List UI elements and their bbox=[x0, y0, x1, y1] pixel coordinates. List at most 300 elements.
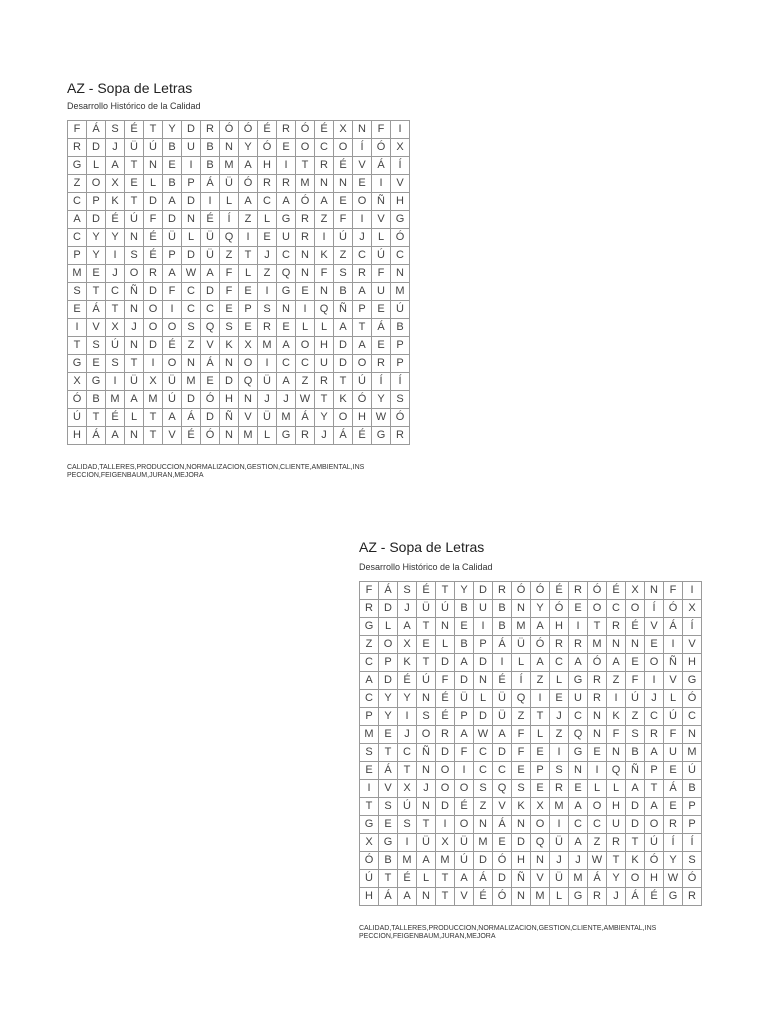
grid-cell: L bbox=[474, 690, 493, 708]
grid-cell: Ú bbox=[436, 600, 455, 618]
grid-cell: G bbox=[569, 744, 588, 762]
grid-cell: M bbox=[474, 834, 493, 852]
grid-cell: D bbox=[474, 582, 493, 600]
grid-cell: T bbox=[436, 582, 455, 600]
grid-cell: I bbox=[398, 708, 417, 726]
grid-cell: E bbox=[626, 654, 645, 672]
grid-cell: É bbox=[163, 337, 182, 355]
grid-cell: C bbox=[201, 301, 220, 319]
grid-cell: L bbox=[220, 193, 239, 211]
grid-cell: Y bbox=[163, 121, 182, 139]
grid-cell: N bbox=[626, 636, 645, 654]
grid-cell: T bbox=[125, 193, 144, 211]
grid-cell: T bbox=[417, 654, 436, 672]
grid-cell: N bbox=[436, 618, 455, 636]
word-list-line-1: CALIDAD,TALLERES,PRODUCCION,NORMALIZACION,GESTION,CLIENTE,AMBIENTAL,INS bbox=[67, 464, 365, 471]
grid-cell: Z bbox=[68, 175, 87, 193]
grid-cell: Ñ bbox=[125, 283, 144, 301]
grid-cell: E bbox=[455, 618, 474, 636]
grid-cell: N bbox=[296, 247, 315, 265]
grid-cell: D bbox=[493, 744, 512, 762]
grid-cell: G bbox=[569, 672, 588, 690]
grid-cell: R bbox=[296, 211, 315, 229]
grid-cell: F bbox=[512, 726, 531, 744]
grid-cell: F bbox=[512, 744, 531, 762]
grid-cell: G bbox=[360, 816, 379, 834]
grid-cell: V bbox=[163, 427, 182, 445]
grid-cell: N bbox=[220, 139, 239, 157]
grid-cell: B bbox=[391, 319, 410, 337]
grid-cell: V bbox=[664, 672, 683, 690]
grid-cell: N bbox=[531, 852, 550, 870]
grid-row bbox=[68, 283, 410, 301]
grid-cell: R bbox=[277, 121, 296, 139]
grid-cell: H bbox=[550, 618, 569, 636]
grid-cell: K bbox=[106, 193, 125, 211]
grid-cell: É bbox=[474, 888, 493, 906]
grid-cell: M bbox=[360, 726, 379, 744]
grid-cell: Q bbox=[220, 229, 239, 247]
grid-cell: D bbox=[87, 139, 106, 157]
grid-cell: É bbox=[315, 121, 334, 139]
grid-cell: A bbox=[277, 193, 296, 211]
grid-cell: P bbox=[360, 708, 379, 726]
grid-cell: A bbox=[106, 427, 125, 445]
grid-cell: D bbox=[455, 672, 474, 690]
grid-cell: P bbox=[455, 708, 474, 726]
grid-cell: H bbox=[68, 427, 87, 445]
grid-cell: A bbox=[398, 618, 417, 636]
grid-cell: R bbox=[569, 636, 588, 654]
grid-cell: U bbox=[569, 690, 588, 708]
grid-cell: N bbox=[569, 762, 588, 780]
grid-cell: Ó bbox=[645, 852, 664, 870]
grid-cell: X bbox=[144, 373, 163, 391]
grid-cell: Á bbox=[296, 409, 315, 427]
word-list-line-2: PECCION,FEIGENBAUM,JURAN,MEJORA bbox=[359, 933, 496, 940]
grid-cell: X bbox=[398, 636, 417, 654]
grid-cell: R bbox=[360, 600, 379, 618]
grid-cell: L bbox=[315, 319, 334, 337]
grid-cell: I bbox=[296, 301, 315, 319]
grid-row bbox=[360, 690, 702, 708]
grid-cell: E bbox=[239, 319, 258, 337]
grid-cell: Q bbox=[493, 780, 512, 798]
grid-cell: T bbox=[398, 762, 417, 780]
grid-cell: C bbox=[569, 708, 588, 726]
grid-cell: E bbox=[493, 834, 512, 852]
grid-cell: E bbox=[379, 816, 398, 834]
grid-cell: T bbox=[417, 618, 436, 636]
grid-cell: F bbox=[372, 265, 391, 283]
grid-cell: Ó bbox=[239, 121, 258, 139]
grid-cell: R bbox=[372, 355, 391, 373]
grid-cell: R bbox=[493, 582, 512, 600]
grid-cell: É bbox=[353, 427, 372, 445]
grid-row bbox=[360, 888, 702, 906]
grid-cell: É bbox=[106, 211, 125, 229]
grid-cell: É bbox=[626, 618, 645, 636]
grid-cell: C bbox=[258, 193, 277, 211]
grid-cell: Q bbox=[315, 301, 334, 319]
grid-cell: N bbox=[144, 157, 163, 175]
grid-cell: J bbox=[106, 265, 125, 283]
grid-cell: I bbox=[398, 834, 417, 852]
grid-cell: O bbox=[626, 870, 645, 888]
grid-cell: J bbox=[258, 391, 277, 409]
grid-cell: O bbox=[334, 139, 353, 157]
grid-cell: Í bbox=[391, 157, 410, 175]
grid-cell: É bbox=[493, 672, 512, 690]
grid-cell: Ü bbox=[163, 373, 182, 391]
grid-cell: J bbox=[550, 852, 569, 870]
grid-cell: V bbox=[239, 409, 258, 427]
grid-cell: L bbox=[512, 654, 531, 672]
grid-cell: O bbox=[334, 409, 353, 427]
grid-cell: T bbox=[315, 391, 334, 409]
grid-cell: D bbox=[626, 816, 645, 834]
grid-cell: N bbox=[182, 211, 201, 229]
grid-cell: C bbox=[683, 708, 702, 726]
grid-cell: N bbox=[474, 816, 493, 834]
grid-cell: Ü bbox=[550, 834, 569, 852]
grid-cell: H bbox=[645, 870, 664, 888]
grid-cell: N bbox=[474, 672, 493, 690]
grid-row bbox=[68, 211, 410, 229]
grid-cell: X bbox=[436, 834, 455, 852]
grid-cell: C bbox=[588, 816, 607, 834]
grid-cell: I bbox=[391, 121, 410, 139]
grid-row bbox=[68, 175, 410, 193]
grid-cell: P bbox=[683, 816, 702, 834]
grid-cell: P bbox=[391, 337, 410, 355]
grid-cell: T bbox=[144, 409, 163, 427]
grid-cell: F bbox=[664, 726, 683, 744]
grid-cell: H bbox=[315, 337, 334, 355]
grid-cell: Ú bbox=[398, 798, 417, 816]
grid-cell: Ü bbox=[201, 229, 220, 247]
grid-cell: N bbox=[588, 708, 607, 726]
grid-cell: K bbox=[607, 708, 626, 726]
grid-cell: I bbox=[360, 780, 379, 798]
grid-cell: O bbox=[296, 139, 315, 157]
grid-cell: I bbox=[315, 229, 334, 247]
grid-cell: Á bbox=[626, 888, 645, 906]
grid-cell: T bbox=[436, 870, 455, 888]
grid-cell: Ó bbox=[550, 600, 569, 618]
grid-cell: R bbox=[645, 726, 664, 744]
grid-row bbox=[68, 301, 410, 319]
grid-cell: Z bbox=[296, 373, 315, 391]
grid-cell: L bbox=[296, 319, 315, 337]
grid-cell: M bbox=[550, 798, 569, 816]
grid-cell: D bbox=[334, 355, 353, 373]
grid-cell: Z bbox=[182, 337, 201, 355]
grid-cell: N bbox=[645, 582, 664, 600]
grid-row bbox=[68, 355, 410, 373]
grid-cell: W bbox=[588, 852, 607, 870]
grid-cell: F bbox=[163, 283, 182, 301]
grid-cell: Ü bbox=[512, 636, 531, 654]
grid-cell: R bbox=[391, 427, 410, 445]
grid-cell: F bbox=[607, 726, 626, 744]
grid-cell: T bbox=[144, 121, 163, 139]
grid-cell: X bbox=[683, 600, 702, 618]
grid-cell: A bbox=[277, 373, 296, 391]
grid-cell: T bbox=[296, 157, 315, 175]
grid-cell: V bbox=[645, 618, 664, 636]
grid-row bbox=[68, 409, 410, 427]
grid-cell: R bbox=[607, 618, 626, 636]
grid-cell: T bbox=[436, 888, 455, 906]
grid-cell: Y bbox=[531, 600, 550, 618]
grid-cell: A bbox=[607, 654, 626, 672]
grid-cell: E bbox=[512, 762, 531, 780]
grid-row bbox=[360, 780, 702, 798]
grid-cell: T bbox=[334, 373, 353, 391]
grid-cell: Ñ bbox=[417, 744, 436, 762]
grid-cell: A bbox=[398, 888, 417, 906]
grid-cell: B bbox=[379, 852, 398, 870]
grid-cell: D bbox=[379, 600, 398, 618]
grid-cell: N bbox=[683, 726, 702, 744]
grid-cell: Q bbox=[239, 373, 258, 391]
grid-cell: T bbox=[607, 852, 626, 870]
grid-cell: V bbox=[391, 175, 410, 193]
grid-cell: Ó bbox=[512, 582, 531, 600]
grid-cell: É bbox=[398, 870, 417, 888]
grid-cell: Z bbox=[220, 247, 239, 265]
grid-cell: Ú bbox=[417, 672, 436, 690]
grid-cell: É bbox=[436, 708, 455, 726]
grid-cell: É bbox=[201, 211, 220, 229]
grid-cell: F bbox=[220, 283, 239, 301]
grid-cell: R bbox=[588, 672, 607, 690]
grid-cell: Ñ bbox=[664, 654, 683, 672]
grid-cell: L bbox=[182, 229, 201, 247]
grid-cell: S bbox=[417, 708, 436, 726]
grid-cell: T bbox=[125, 157, 144, 175]
grid-cell: S bbox=[360, 744, 379, 762]
grid-cell: M bbox=[182, 373, 201, 391]
grid-cell: S bbox=[398, 816, 417, 834]
grid-cell: A bbox=[417, 852, 436, 870]
grid-cell: B bbox=[455, 636, 474, 654]
grid-cell: I bbox=[550, 816, 569, 834]
grid-cell: T bbox=[106, 301, 125, 319]
grid-cell: R bbox=[550, 636, 569, 654]
grid-cell: Ú bbox=[683, 762, 702, 780]
grid-cell: Ó bbox=[391, 229, 410, 247]
grid-cell: Á bbox=[372, 319, 391, 337]
grid-cell: N bbox=[239, 391, 258, 409]
grid-cell: Ü bbox=[550, 870, 569, 888]
grid-cell: D bbox=[474, 708, 493, 726]
grid-cell: S bbox=[68, 283, 87, 301]
grid-cell: E bbox=[239, 283, 258, 301]
grid-cell: N bbox=[125, 301, 144, 319]
grid-cell: C bbox=[474, 762, 493, 780]
grid-cell: O bbox=[455, 780, 474, 798]
grid-cell: G bbox=[372, 427, 391, 445]
grid-cell: K bbox=[315, 247, 334, 265]
grid-cell: B bbox=[334, 283, 353, 301]
grid-cell: Ú bbox=[106, 337, 125, 355]
grid-cell: L bbox=[125, 409, 144, 427]
grid-cell: Á bbox=[334, 427, 353, 445]
word-search-puzzle-1 bbox=[67, 79, 427, 480]
grid-cell: L bbox=[372, 229, 391, 247]
grid-cell: D bbox=[182, 193, 201, 211]
grid-cell: C bbox=[391, 247, 410, 265]
grid-cell: D bbox=[512, 834, 531, 852]
grid-cell: F bbox=[372, 121, 391, 139]
grid-cell: D bbox=[201, 283, 220, 301]
grid-cell: Q bbox=[531, 834, 550, 852]
grid-cell: D bbox=[220, 373, 239, 391]
grid-cell: L bbox=[417, 870, 436, 888]
grid-cell: O bbox=[588, 600, 607, 618]
grid-cell: Ó bbox=[296, 193, 315, 211]
grid-cell: D bbox=[182, 391, 201, 409]
grid-cell: N bbox=[607, 744, 626, 762]
grid-cell: S bbox=[550, 762, 569, 780]
grid-cell: Í bbox=[683, 618, 702, 636]
grid-cell: G bbox=[68, 355, 87, 373]
grid-cell: N bbox=[277, 301, 296, 319]
grid-cell: A bbox=[569, 834, 588, 852]
grid-cell: I bbox=[182, 157, 201, 175]
grid-cell: X bbox=[360, 834, 379, 852]
grid-cell: Ü bbox=[258, 373, 277, 391]
grid-cell: P bbox=[68, 247, 87, 265]
grid-cell: N bbox=[417, 798, 436, 816]
grid-cell: D bbox=[144, 337, 163, 355]
grid-cell: G bbox=[360, 618, 379, 636]
grid-cell: G bbox=[277, 427, 296, 445]
grid-cell: Í bbox=[372, 373, 391, 391]
grid-cell: Z bbox=[258, 265, 277, 283]
grid-cell: E bbox=[417, 636, 436, 654]
grid-cell: E bbox=[296, 283, 315, 301]
grid-cell: Á bbox=[664, 618, 683, 636]
grid-cell: L bbox=[607, 780, 626, 798]
grid-cell: Y bbox=[87, 229, 106, 247]
grid-cell: É bbox=[334, 157, 353, 175]
grid-cell: Ó bbox=[588, 582, 607, 600]
grid-cell: E bbox=[664, 762, 683, 780]
grid-cell: M bbox=[68, 265, 87, 283]
grid-cell: I bbox=[493, 654, 512, 672]
grid-cell: U bbox=[277, 229, 296, 247]
grid-cell: L bbox=[436, 636, 455, 654]
grid-cell: N bbox=[417, 690, 436, 708]
grid-cell: H bbox=[391, 193, 410, 211]
grid-row bbox=[68, 337, 410, 355]
grid-cell: Y bbox=[315, 409, 334, 427]
grid-cell: Ó bbox=[531, 582, 550, 600]
grid-cell: L bbox=[664, 690, 683, 708]
grid-cell: F bbox=[436, 672, 455, 690]
grid-cell: Ó bbox=[360, 852, 379, 870]
grid-cell: Ú bbox=[360, 870, 379, 888]
grid-cell: T bbox=[239, 247, 258, 265]
grid-cell: Ñ bbox=[626, 762, 645, 780]
grid-cell: J bbox=[125, 319, 144, 337]
grid-cell: G bbox=[68, 157, 87, 175]
word-search-puzzle-2 bbox=[359, 541, 719, 941]
grid-cell: Ñ bbox=[220, 409, 239, 427]
grid-cell: I bbox=[353, 211, 372, 229]
grid-row bbox=[68, 247, 410, 265]
grid-cell: H bbox=[353, 409, 372, 427]
grid-cell: G bbox=[664, 888, 683, 906]
grid-cell: I bbox=[372, 175, 391, 193]
grid-cell: Í bbox=[353, 139, 372, 157]
grid-cell: N bbox=[220, 427, 239, 445]
grid-cell: É bbox=[182, 427, 201, 445]
grid-cell: Q bbox=[277, 265, 296, 283]
grid-cell: Í bbox=[664, 834, 683, 852]
grid-cell: E bbox=[550, 690, 569, 708]
grid-cell: C bbox=[569, 816, 588, 834]
grid-cell: O bbox=[455, 816, 474, 834]
grid-cell: J bbox=[258, 247, 277, 265]
grid-cell: B bbox=[683, 780, 702, 798]
grid-cell: I bbox=[277, 157, 296, 175]
grid-cell: J bbox=[607, 888, 626, 906]
grid-cell: K bbox=[220, 337, 239, 355]
grid-cell: É bbox=[125, 121, 144, 139]
grid-cell: A bbox=[334, 319, 353, 337]
grid-cell: C bbox=[398, 744, 417, 762]
grid-cell: Ü bbox=[163, 229, 182, 247]
grid-cell: Y bbox=[379, 708, 398, 726]
grid-cell: A bbox=[163, 265, 182, 283]
grid-cell: D bbox=[182, 121, 201, 139]
grid-cell: Ó bbox=[531, 636, 550, 654]
grid-cell: R bbox=[277, 175, 296, 193]
grid-cell: N bbox=[125, 337, 144, 355]
grid-cell: M bbox=[588, 636, 607, 654]
grid-cell: J bbox=[277, 391, 296, 409]
grid-cell: T bbox=[144, 427, 163, 445]
grid-cell: N bbox=[417, 888, 436, 906]
grid-cell: A bbox=[201, 265, 220, 283]
grid-cell: G bbox=[277, 211, 296, 229]
grid-row bbox=[360, 834, 702, 852]
grid-cell: Z bbox=[588, 834, 607, 852]
grid-cell: Ó bbox=[201, 427, 220, 445]
grid-cell: L bbox=[87, 157, 106, 175]
grid-cell: O bbox=[239, 355, 258, 373]
grid-cell: Á bbox=[379, 888, 398, 906]
grid-cell: P bbox=[474, 636, 493, 654]
grid-cell: R bbox=[201, 121, 220, 139]
grid-cell: O bbox=[645, 654, 664, 672]
grid-cell: P bbox=[379, 654, 398, 672]
grid-cell: E bbox=[372, 301, 391, 319]
grid-cell: G bbox=[391, 211, 410, 229]
grid-cell: F bbox=[220, 265, 239, 283]
grid-cell: Q bbox=[607, 762, 626, 780]
grid-cell: M bbox=[296, 175, 315, 193]
grid-cell: Z bbox=[315, 211, 334, 229]
grid-cell: K bbox=[626, 852, 645, 870]
grid-cell: D bbox=[436, 654, 455, 672]
grid-cell: O bbox=[144, 319, 163, 337]
grid-cell: D bbox=[474, 654, 493, 672]
